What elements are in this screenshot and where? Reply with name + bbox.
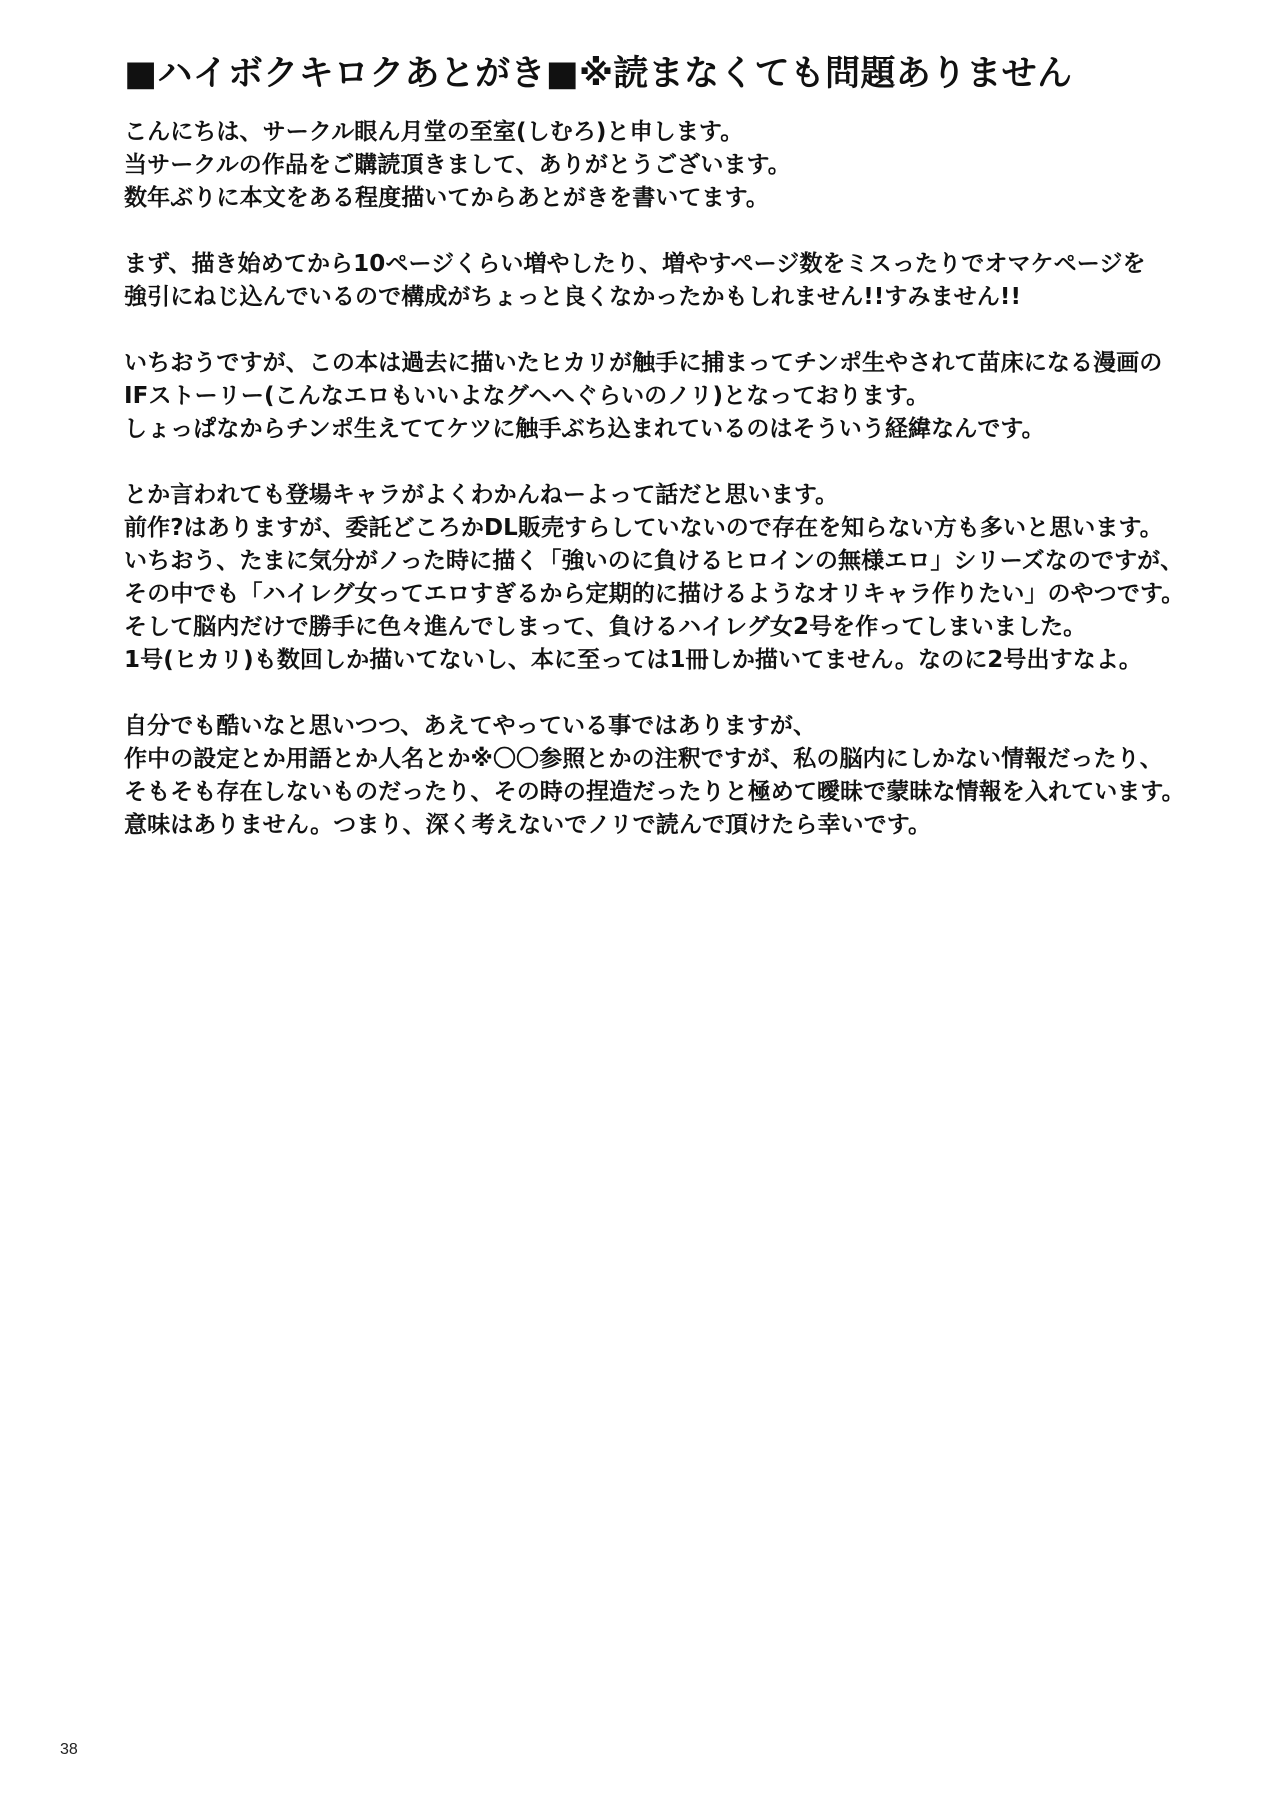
text-line: そもそも存在しないものだったり、その時の捏造だったりと極めて曖昧で蒙昧な情報を入れています。 — [124, 779, 1185, 805]
paragraph-closing-note — [124, 710, 1244, 842]
text-line: いちおう、たまに気分がノった時に描く「強いのに負けるヒロインの無様エロ」シリーズなのですが、 — [124, 548, 1184, 574]
text-line: 作中の設定とか用語とか人名とか※〇〇参照とかの注釈ですが、私の脳内にしかない情報だったり、 — [124, 746, 1163, 772]
text-line: いちおうですが、この本は過去に描いたヒカリが触手に捕まってチンポ生やされて苗床になる漫画の — [124, 350, 1163, 376]
text-line: こんにちは、サークル眼ん月堂の至室(しむろ)と申します。 — [124, 119, 744, 145]
afterword-body — [124, 116, 1244, 875]
text-line: 意味はありません。つまり、深く考えないでノリで読んで頂けたら幸いです。 — [124, 812, 932, 838]
text-line: 当サークルの作品をご購読頂きまして、ありがとうございます。 — [124, 152, 791, 178]
paragraph-introduction — [124, 116, 1244, 215]
paragraph-story-background — [124, 347, 1244, 446]
text-line: 1号(ヒカリ)も数回しか描いてないし、本に至っては1冊しか描いてません。なのに2号出すなよ。 — [124, 647, 1143, 673]
text-line: 自分でも酷いなと思いつつ、あえてやっている事ではありますが、 — [124, 713, 817, 739]
text-line: そして脳内だけで勝手に色々進んでしまって、負けるハイレグ女2号を作ってしまいました。 — [124, 614, 1087, 640]
paragraph-page-count-note — [124, 248, 1244, 314]
text-line: IFストーリー(こんなエロもいいよなグヘへぐらいのノリ)となっております。 — [124, 383, 930, 409]
text-line: しょっぱなからチンポ生えててケツに触手ぶち込まれているのはそういう経緯なんです。 — [124, 416, 1045, 442]
text-line: 数年ぶりに本文をある程度描いてからあとがきを書いてます。 — [124, 185, 769, 211]
text-line: 強引にねじ込んでいるので構成がちょっと良くなかったかもしれません!!すみません!! — [124, 284, 1022, 310]
text-line: とか言われても登場キャラがよくわかんねーよって話だと思います。 — [124, 482, 839, 508]
afterword-title: ■ハイボクキロクあとがき■※読まなくても問題ありません — [124, 54, 1073, 94]
text-line: 前作?はありますが、委託どころかDL販売すらしていないので存在を知らない方も多いと思います。 — [124, 515, 1163, 541]
paragraph-character-background — [124, 479, 1244, 677]
text-line: その中でも「ハイレグ女ってエロすぎるから定期的に描けるようなオリキャラ作りたい」のやつです。 — [124, 581, 1185, 607]
page-number: 38 — [60, 1741, 78, 1758]
text-line: まず、描き始めてから10ページくらい増やしたり、増やすページ数をミスったりでオマケページを — [124, 251, 1146, 277]
